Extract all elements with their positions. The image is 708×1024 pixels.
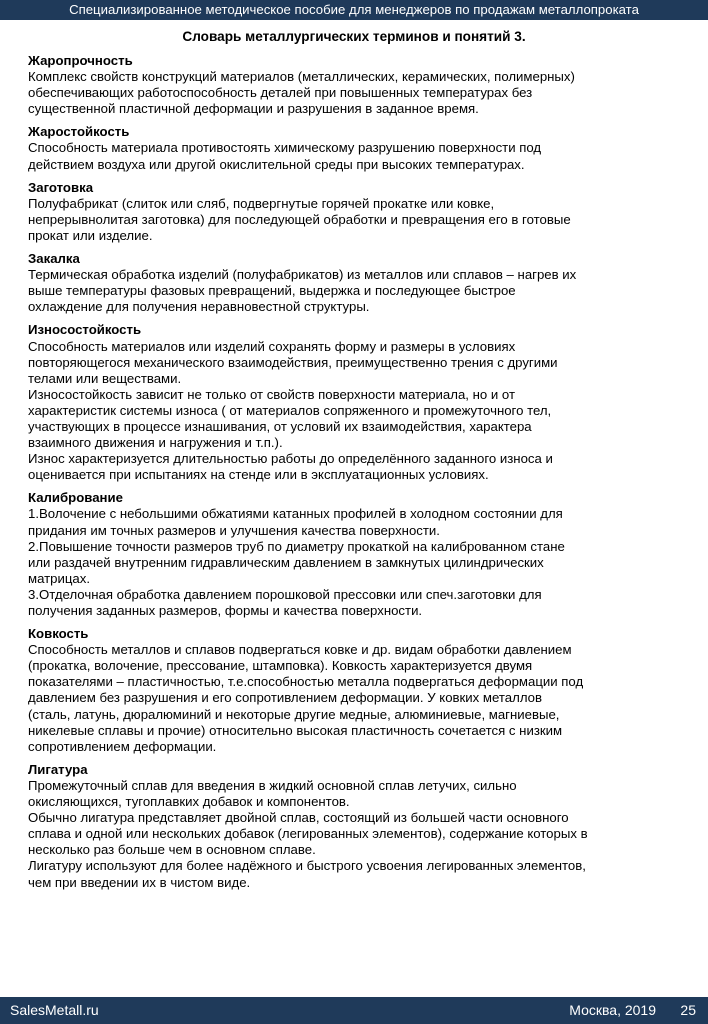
- glossary-content: [28, 53, 700, 898]
- glossary-entry: [28, 490, 700, 619]
- term-definition-line: показателями – пластичностью, т.е.способностью металла подвергаться деформации под: [28, 674, 584, 690]
- header-text: Специализированное методическое пособие для менеджеров по продажам металлопроката: [69, 2, 639, 17]
- term-definition-line: 3.Отделочная обработка давлением порошковой прессовки или спеч.заготовки для: [28, 586, 542, 602]
- term-definition-line: получения заданных размеров, формы и качества поверхности.: [28, 603, 423, 618]
- term-definition-line: Способность металлов и сплавов подвергаться ковке и др. видам обработки давлением: [28, 642, 572, 658]
- term-definition-line: обеспечивающих работоспособность деталей при повышенных температурах без: [28, 85, 533, 101]
- term-name: Жаропрочность: [28, 53, 133, 68]
- term-definition-line: Износ характеризуется длительностью работы до определённого заданного износа и: [28, 451, 553, 467]
- term-name: Жаростойкость: [28, 124, 130, 140]
- term-definition-line: сплава и одной или нескольких добавок (легированных элементов), содержание которых в: [28, 826, 588, 842]
- term-definition-line: характеристик системы износа ( от материалов сопряженного и промежуточного тел,: [28, 402, 552, 418]
- glossary-entry: [28, 251, 700, 315]
- term-definition-line: несколько раз больше чем в основном сплаве.: [28, 842, 316, 858]
- header-bar: [0, 0, 708, 20]
- term-definition-line: придания им точных размеров и улучшения качества поверхности.: [28, 522, 440, 538]
- term-definition-line: Износостойкость зависит не только от свойств поверхности материала, но и от: [28, 386, 515, 402]
- term-definition-line: Полуфабрикат (слиток или сляб, подвергнутые горячей прокатке или ковке,: [28, 195, 495, 211]
- term-definition-line: чем при введении их в чистом виде.: [28, 874, 251, 890]
- term-definition-line: Обычно лигатура представляет двойной сплав, состоящий из большей части основного: [28, 810, 569, 826]
- glossary-entry: [28, 180, 700, 244]
- term-definition-line: Промежуточный сплав для введения в жидкий основной сплав летучих, сильно: [28, 777, 517, 793]
- term-definition-line: сопротивлением деформации.: [28, 738, 217, 754]
- term-definition-line: повторяющегося механического взаимодействия, преимущественно трения с другими: [28, 354, 558, 370]
- term-definition-line: Лигатуру используют для более надёжного и быстрого усвоения легированных элементов,: [28, 858, 586, 874]
- term-definition-line: (сталь, латунь, дюралюминий и некоторые другие медные, алюминиевые, магниевые,: [28, 706, 560, 722]
- term-definition-line: окисляющихся, тугоплавких добавок и компонентов.: [28, 794, 350, 810]
- page-number: 25: [680, 1002, 696, 1018]
- term-name: Калибрование: [28, 490, 123, 506]
- term-definition-line: взаимного движения и нагружения и т.п.).: [28, 435, 283, 451]
- term-definition-line: (прокатка, волочение, прессование, штамповка). Ковкость характеризуется двумя: [28, 658, 533, 674]
- term-definition-line: 2.Повышение точности размеров труб по диаметру прокаткой на калиброванном стане: [28, 538, 565, 554]
- glossary-entry: [28, 322, 700, 483]
- term-definition-line: охлаждение для получения неравновестной структуры.: [28, 299, 370, 315]
- term-definition-line: Способность материалов или изделий сохранять форму и размеры в условиях: [28, 338, 516, 354]
- term-definition-line: давлением без разрушения и его сопротивлением деформации. У ковких металлов: [28, 690, 543, 706]
- term-definition-line: непрерывнолитая заготовка) для последующей обработки и превращения его в готовые: [28, 211, 571, 227]
- term-definition-line: матрицах.: [28, 570, 90, 586]
- term-definition-line: выше температуры фазовых превращений, выдержка и последующее быстрое: [28, 283, 516, 299]
- term-name: Ковкость: [28, 626, 89, 642]
- term-definition-line: или раздачей внутренним гидравлическим давлением в замкнутых цилиндрических: [28, 554, 544, 570]
- footer-bar: [0, 997, 708, 1024]
- term-definition-line: прокат или изделие.: [28, 227, 153, 243]
- term-name: Закалка: [28, 251, 80, 267]
- term-definition-line: оценивается при испытаниях на стенде или в эксплуатационных условиях.: [28, 467, 489, 483]
- term-definition-line: Комплекс свойств конструкций материалов (металлических, керамических, полимерных): [28, 69, 575, 85]
- footer-site-link[interactable]: SalesMetall.ru: [10, 1002, 99, 1018]
- glossary-entry: [28, 53, 700, 117]
- term-definition-line: 1.Волочение с небольшими обжатиями катанных профилей в холодном состоянии для: [28, 506, 563, 522]
- page-title: Словарь металлургических терминов и понятий 3.: [182, 29, 526, 44]
- glossary-entry: [28, 124, 700, 172]
- term-name: Износостойкость: [28, 322, 142, 338]
- term-definition-line: телами или веществами.: [28, 370, 182, 386]
- term-definition-line: Способность материала противостоять химическому разрушению поверхности под: [28, 140, 542, 156]
- term-definition-line: существенной пластичной деформации и разрушения в заданное время.: [28, 101, 479, 117]
- glossary-entry: [28, 626, 700, 755]
- term-definition-line: Термическая обработка изделий (полуфабрикатов) из металлов или сплавов – нагрев их: [28, 267, 577, 283]
- term-definition-line: действием воздуха или другой окислительной среды при высоких температурах.: [28, 156, 525, 172]
- term-name: Заготовка: [28, 179, 94, 195]
- term-name: Лигатура: [28, 761, 88, 777]
- glossary-entry: [28, 762, 700, 891]
- footer-city-year: Москва, 2019: [569, 1002, 656, 1018]
- term-definition-line: никелевые сплавы и прочие) относительно высокая пластичность сочетается с низким: [28, 722, 563, 738]
- term-definition-line: участвующих в процессе изнашивания, от условий их взаимодействия, характера: [28, 418, 532, 434]
